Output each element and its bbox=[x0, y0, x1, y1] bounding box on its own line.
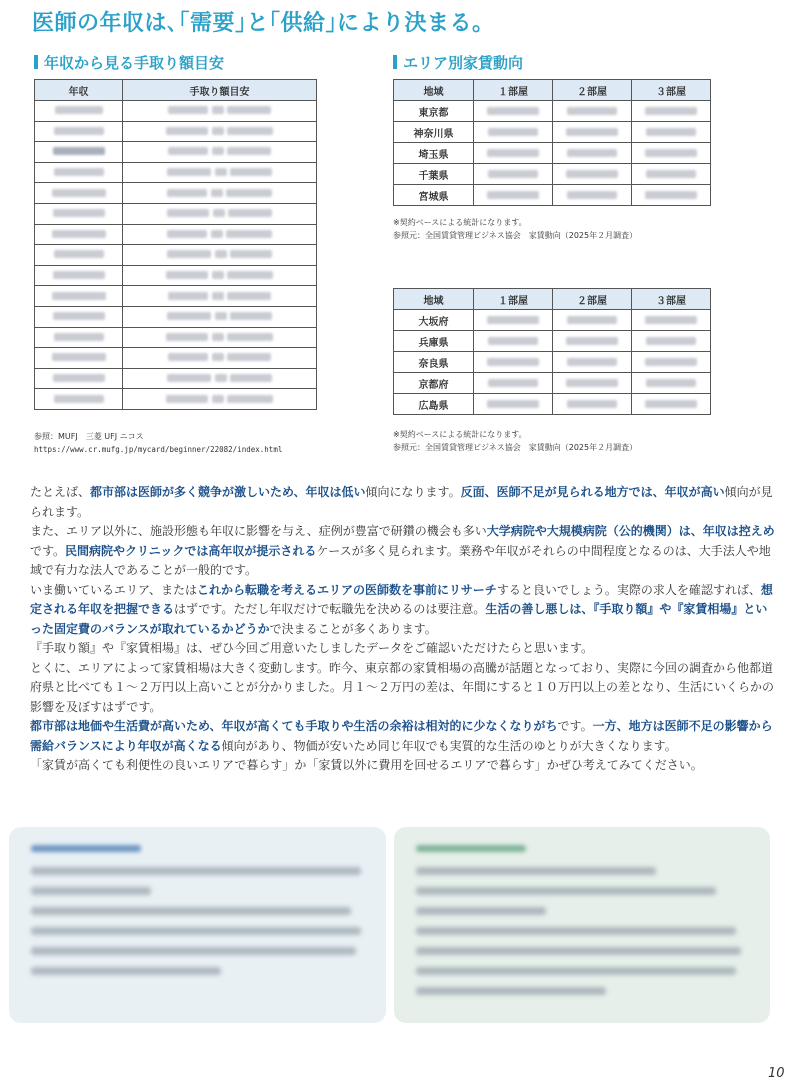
table-row bbox=[35, 265, 317, 286]
blurred-line bbox=[416, 907, 546, 915]
blurred-line bbox=[416, 967, 736, 975]
highlight-text: これから転職を考えるエリアの医師数を事前にリサーチ bbox=[197, 582, 497, 597]
table-row bbox=[35, 121, 317, 142]
highlight-text: 一方、地方は医師不足の影響から需給バランスにより年収が高くなる bbox=[30, 719, 773, 753]
page-number: 10 bbox=[768, 1066, 785, 1081]
text-span: すると良いでしょう。実際の求人を確認すれば、 bbox=[496, 582, 761, 597]
table-row bbox=[35, 327, 317, 348]
blurred-line bbox=[416, 887, 716, 895]
highlight-text: 都市部は地価や生活費が高いため、年収が高くても手取りや生活の余裕は相対的に少なくなりがち bbox=[30, 719, 558, 733]
rent-note-1: ※契約ベースによる統計になります。 bbox=[393, 218, 527, 227]
blurred-line bbox=[31, 927, 361, 935]
table-row bbox=[35, 306, 317, 327]
region-cell: 東京都 bbox=[394, 101, 474, 122]
blurred-line bbox=[31, 887, 151, 895]
table-row bbox=[394, 352, 711, 373]
table-row bbox=[35, 224, 317, 245]
income-source-url: https://www.cr.mufg.jp/mycard/beginner/22082/index.html bbox=[34, 445, 283, 454]
blurred-line bbox=[416, 947, 741, 955]
blurred-line bbox=[31, 867, 361, 875]
region-cell: 大坂府 bbox=[394, 310, 474, 331]
paragraph: 『手取り額』や『家賃相場』は、ぜひ今回ご用意いたしましたデータをご確認いただけたらと思います。 bbox=[30, 641, 594, 655]
rent-table-header-region: 地域 bbox=[394, 289, 474, 310]
region-cell: 埼玉県 bbox=[394, 143, 474, 164]
rent-source-1: 参照元：全国賃貸管理ビジネス協会 家賃動向（2025年２月調査） bbox=[393, 231, 638, 240]
rent-table-1 bbox=[393, 79, 711, 206]
rent-table-2 bbox=[393, 288, 711, 415]
paragraph bbox=[30, 717, 775, 756]
highlight-text: 想定される年収を把握できる bbox=[30, 582, 773, 616]
blurred-line bbox=[416, 987, 606, 995]
region-cell: 宮城県 bbox=[394, 185, 474, 206]
region-cell: 千葉県 bbox=[394, 164, 474, 185]
table-row bbox=[35, 368, 317, 389]
blurred-info-box-right bbox=[394, 827, 770, 1023]
income-table bbox=[34, 79, 317, 410]
text-span: 傾向があり、物価が安いため同じ年収でも実質的な生活のゆとりが大きくなります。 bbox=[221, 738, 677, 753]
region-cell: 兵庫県 bbox=[394, 331, 474, 352]
highlight-text: 生活の善し悪しは、『手取り額』や『家賃相場』といった固定費のバランスが取れているかどうか bbox=[30, 602, 768, 636]
blurred-box-title bbox=[31, 845, 141, 852]
rent-table-header-3room: ３部屋 bbox=[632, 80, 711, 101]
table-row bbox=[35, 286, 317, 307]
blurred-line bbox=[416, 927, 736, 935]
text-span: はずです。ただし年収だけで転職先を決めるのは要注意。 bbox=[174, 602, 486, 616]
rent-table-header-3room: ３部屋 bbox=[632, 289, 711, 310]
table-row bbox=[35, 101, 317, 122]
rent-section-heading: エリア別家賃動向 bbox=[393, 52, 523, 73]
blurred-box-title bbox=[416, 845, 526, 852]
rent-table-header-1room: １部屋 bbox=[474, 289, 553, 310]
rent-table-header-2room: ２部屋 bbox=[553, 80, 632, 101]
table-row bbox=[394, 185, 711, 206]
table-row bbox=[35, 162, 317, 183]
blurred-line bbox=[416, 867, 656, 875]
text-span: 傾向が見られます。 bbox=[30, 485, 773, 519]
rent-table-header-region: 地域 bbox=[394, 80, 474, 101]
highlight-text: 大学病院や大規模病院（公的機関）は、年収は控えめ bbox=[486, 524, 775, 538]
highlight-text: 都市部は医師が多く競争が激しいため、年収は低い bbox=[90, 485, 366, 499]
text-span: です。 bbox=[557, 719, 593, 733]
table-row bbox=[35, 203, 317, 224]
text-span: です。 bbox=[30, 543, 66, 558]
table-row bbox=[35, 183, 317, 204]
table-row bbox=[394, 143, 711, 164]
income-table-header-income: 年収 bbox=[35, 80, 123, 101]
highlight-text: 反面、医師不足が見られる地方では、年収が高い bbox=[460, 485, 725, 499]
paragraph: とくに、エリアによって家賃相場は大きく変動します。昨今、東京都の家賃相場の高騰が話題となっており、実際に今回の調査から他都道府県と比べても１～２万円以上高いことが分かりました。月１～２万円の差は、年間にすると１０万円以上の差となり、生活にいくらかの影響を及ぼすはずです。 bbox=[30, 660, 775, 714]
text-span: また、エリア以外に、施設形態も年収に影響を与え、症例が豊富で研鑽の機会も多い bbox=[30, 524, 487, 538]
blurred-line bbox=[31, 967, 221, 975]
income-section-heading: 年収から見る手取り額目安 bbox=[34, 52, 224, 73]
table-row bbox=[394, 164, 711, 185]
text-span: ケースが多く見られます。業務や年収がそれらの中間程度となるのは、大手法人や地域で有力な法人であることが一般的です。 bbox=[30, 543, 771, 577]
blurred-line bbox=[31, 907, 351, 915]
rent-source-2: 参照元：全国賃貸管理ビジネス協会 家賃動向（2025年２月調査） bbox=[393, 443, 638, 452]
page-title: 医師の年収は､｢需要｣と｢供給｣により決まる。 bbox=[32, 11, 495, 36]
table-row bbox=[35, 245, 317, 266]
highlight-text: 民間病院やクリニックでは高年収が提示される bbox=[65, 543, 317, 558]
income-table-body bbox=[35, 101, 317, 410]
table-row bbox=[35, 389, 317, 410]
region-cell: 広島県 bbox=[394, 394, 474, 415]
region-cell: 京都府 bbox=[394, 373, 474, 394]
text-span: 傾向になります。 bbox=[365, 485, 461, 499]
table-row bbox=[35, 348, 317, 369]
table-row bbox=[394, 310, 711, 331]
text-span: で決まることが多くあります。 bbox=[269, 621, 437, 636]
text-span: たとえば、 bbox=[30, 485, 91, 499]
rent-table-header-2room: ２部屋 bbox=[553, 289, 632, 310]
paragraph: 「家賃が高くても利便性の良いエリアで暮らす」か「家賃以外に費用を回せるエリアで暮らす」かぜひ考えてみてください。 bbox=[30, 758, 703, 772]
income-source: 参照：MUFJ 三菱 UFJ ニコス bbox=[34, 432, 144, 441]
rent-note-2: ※契約ベースによる統計になります。 bbox=[393, 430, 527, 439]
paragraph bbox=[30, 522, 775, 581]
table-row bbox=[35, 142, 317, 163]
paragraph bbox=[30, 483, 775, 522]
paragraph bbox=[30, 581, 775, 640]
table-row bbox=[394, 101, 711, 122]
region-cell: 奈良県 bbox=[394, 352, 474, 373]
table-row bbox=[394, 373, 711, 394]
blurred-info-box-left bbox=[9, 827, 386, 1023]
region-cell: 神奈川県 bbox=[394, 122, 474, 143]
table-row bbox=[394, 122, 711, 143]
rent-table-header-1room: １部屋 bbox=[474, 80, 553, 101]
table-row bbox=[394, 331, 711, 352]
blurred-line bbox=[31, 947, 356, 955]
text-span: いま働いているエリア、または bbox=[30, 582, 198, 597]
table-row bbox=[394, 394, 711, 415]
body-text bbox=[30, 483, 775, 776]
income-table-header-takehome: 手取り額目安 bbox=[123, 80, 317, 101]
